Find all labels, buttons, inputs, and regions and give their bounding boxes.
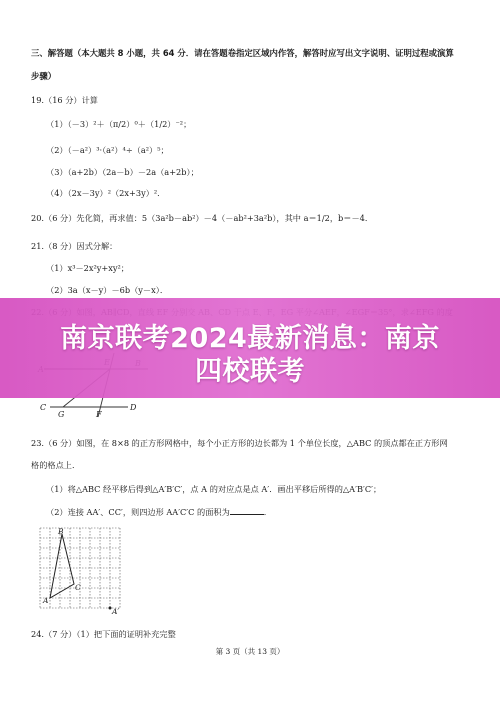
q23-item-1: （1）将△ABC 经平移后得到△A′B′C′，点 A 的对应点是点 A′．画出平移后所得的△A′B′C′； [46, 484, 382, 494]
label-g: G [58, 410, 65, 419]
q19-item-1: （1）（－3）²＋（π/2）⁰＋（1/2）⁻²； [46, 119, 192, 129]
triangle-abc [50, 534, 74, 598]
banner-title-line-2: 四校联考 [195, 356, 305, 387]
label-a-prime: A′ [112, 607, 120, 616]
q23-text-2: 格的格点上． [31, 460, 81, 470]
label-c: C [75, 583, 81, 592]
answer-blank [230, 506, 264, 515]
banner-title[interactable] [20, 322, 480, 388]
q21-item-2: （2）3a（x－y）－6b（y－x）． [46, 285, 169, 295]
q23-item-2-text: （2）连接 AA′、CC′，则四边形 AA′C′C 的面积为 [46, 507, 230, 517]
q19-item-3: （3）（a+2b）（2a－b）－2a（a+2b）； [46, 167, 199, 177]
page-footer: 第 3 页（共 13 页） [215, 647, 285, 656]
q21-stem: 21.（8 分）因式分解： [31, 241, 118, 251]
label-d: D [130, 403, 137, 412]
label-a: A [43, 596, 49, 605]
q19-item-4: （4）（2x－3y）²（2x+3y）²． [46, 188, 166, 198]
q23-item-2 [46, 506, 480, 519]
banner-title-line-1: 南京联考2024最新消息：南京 [60, 323, 440, 354]
q21-item-1: （1）x³－2x²y+xy²； [46, 263, 129, 273]
q19-item-2: （2）（－a²）³·（a²）⁴÷（a²）⁵； [46, 145, 169, 155]
section-heading: 三、解答题（本大题共 8 小题，共 64 分．请在答题卷指定区域内作答，解答时应写出文字说明、证明过程或演算 [31, 48, 454, 58]
q20-text: 20.（6 分）先化简，再求值：5（3a²b－ab²）－4（－ab²+3a²b），其中 a＝1/2，b＝－4． [31, 213, 374, 223]
q23-text-1: 23.（6 分）如图，在 8×8 的正方形网格中，每个小正方形的边长都为 1 个单位长度，△ABC 的顶点都在正方形网 [31, 438, 448, 448]
label-b: B [58, 527, 64, 536]
section-heading-cont: 步骤） [31, 71, 57, 81]
q24-text: 24.（7 分）（1）把下面的证明补充完整 [31, 629, 176, 639]
q23-grid-figure [38, 524, 138, 620]
q23-item-2-end: ． [263, 507, 272, 517]
label-c: C [40, 403, 47, 412]
label-f: F [96, 410, 102, 419]
grid-lines [40, 528, 120, 608]
q19-stem: 19.（16 分）计算 [31, 95, 98, 105]
